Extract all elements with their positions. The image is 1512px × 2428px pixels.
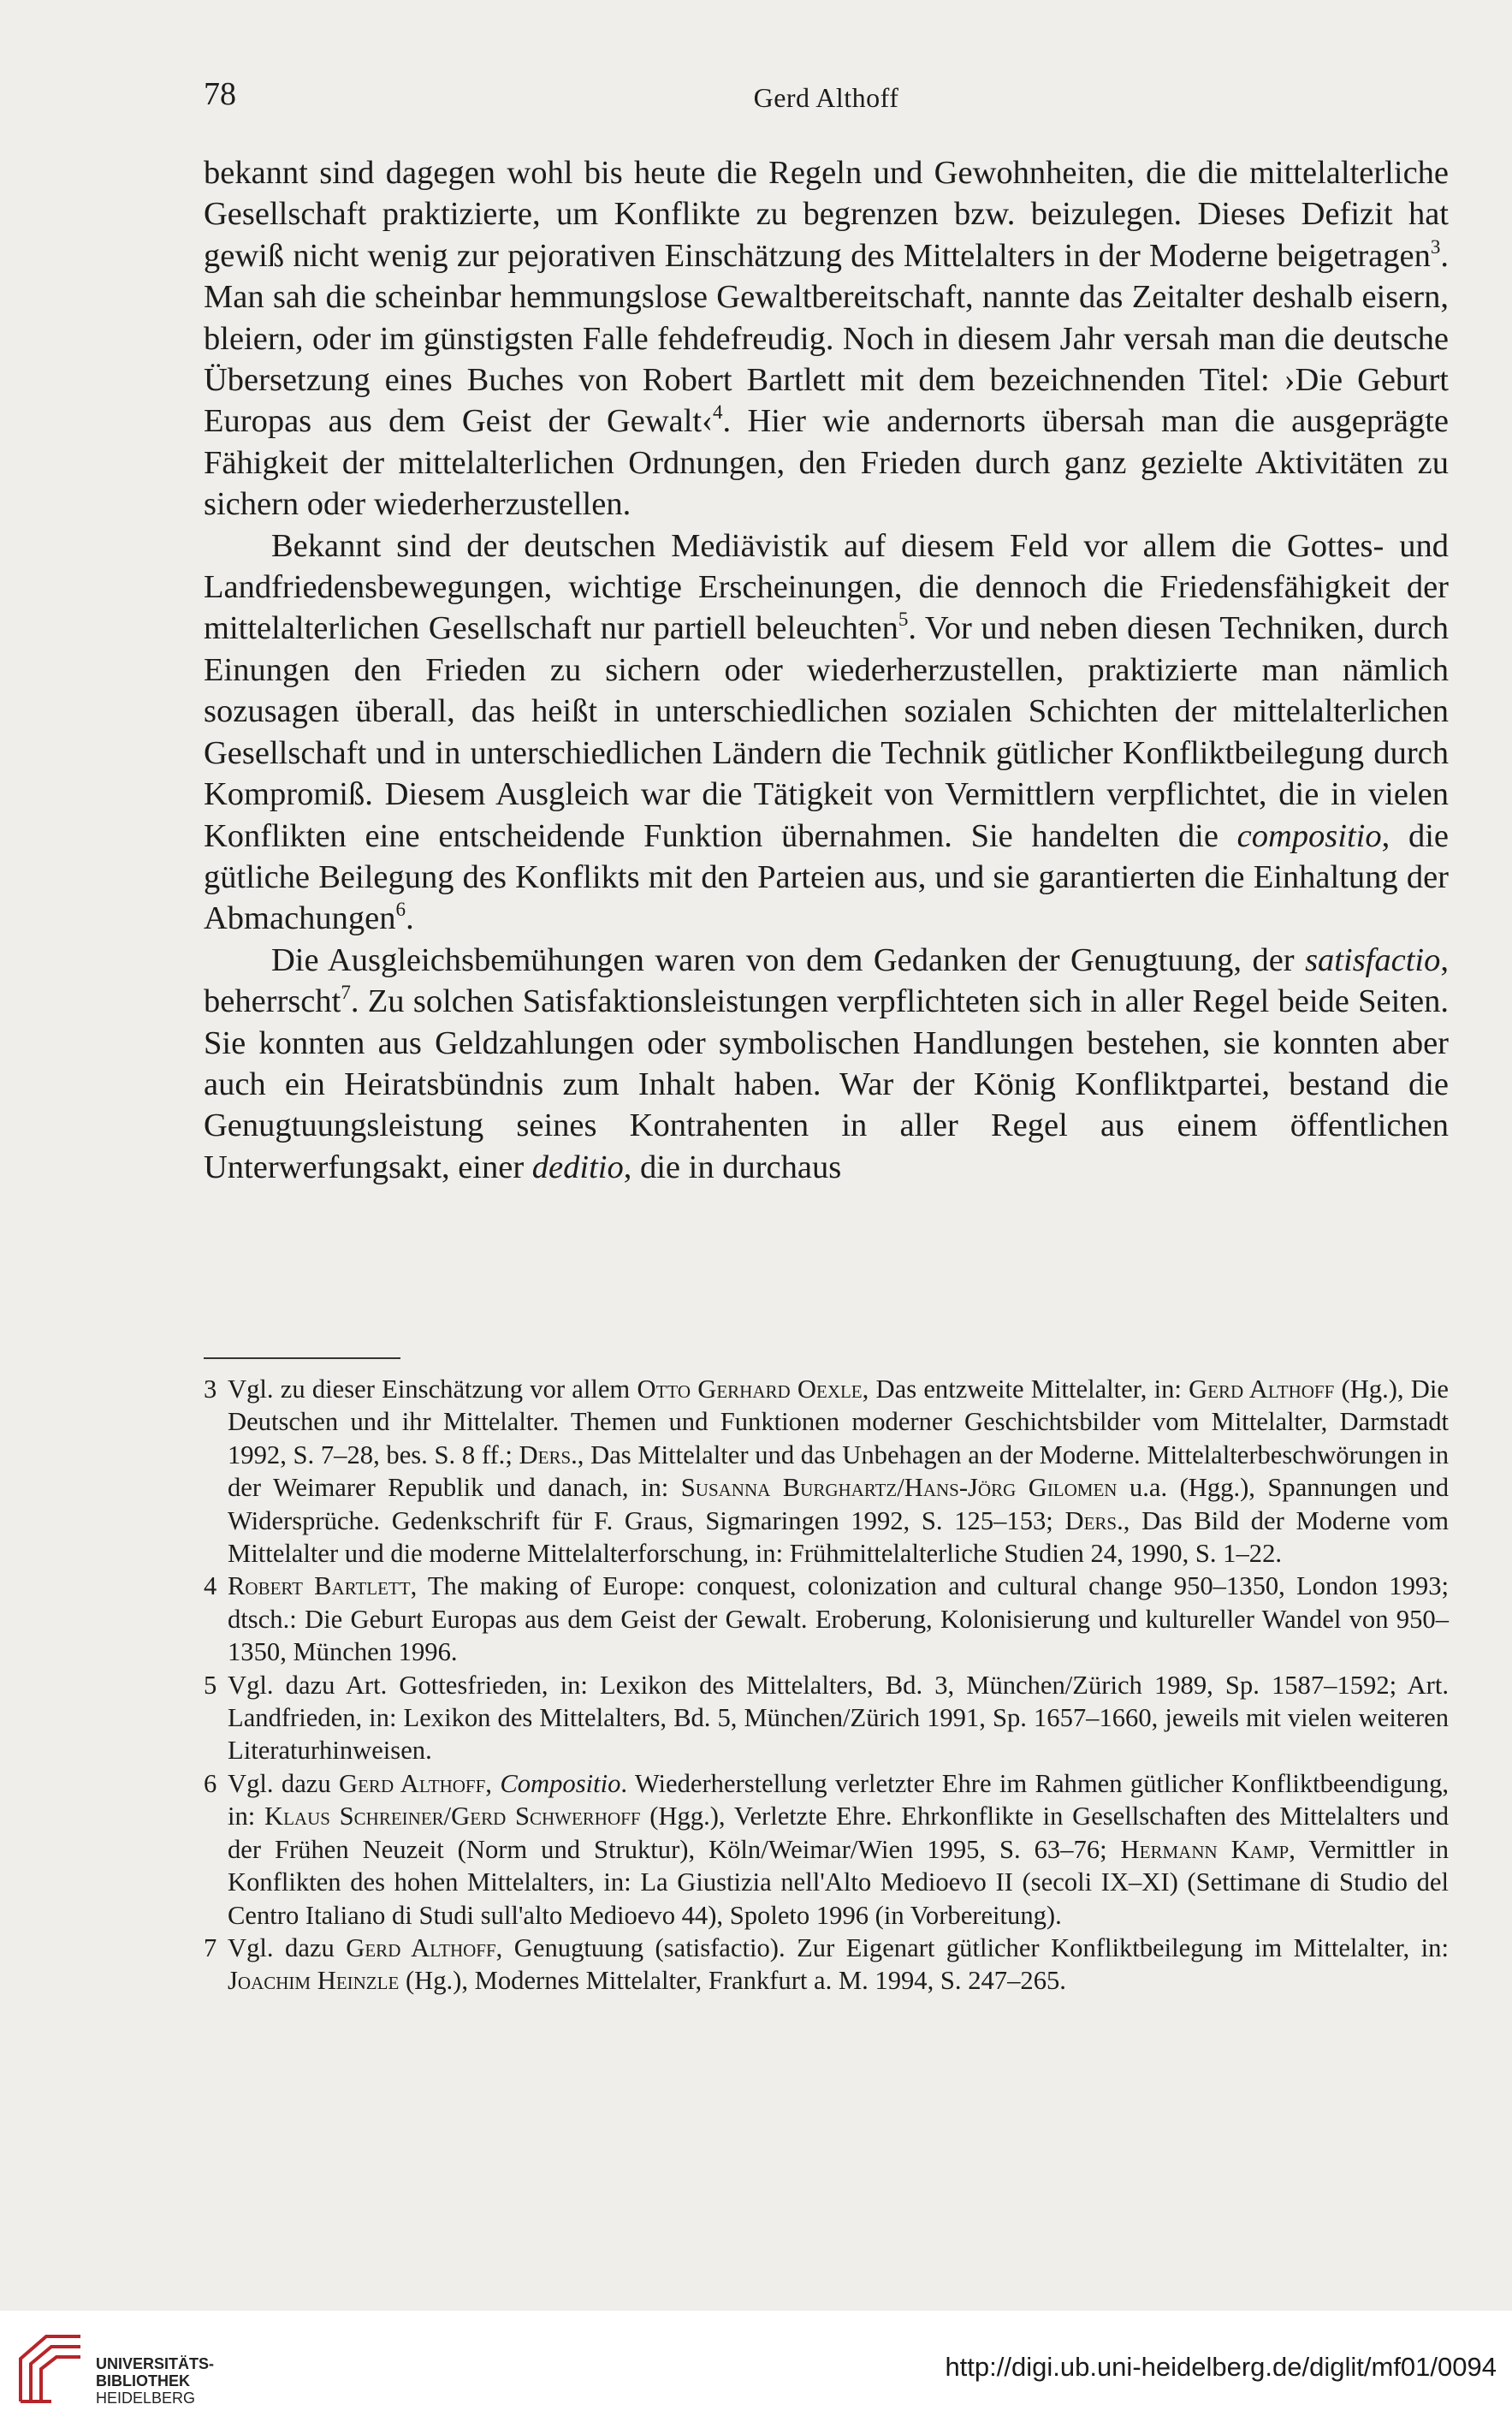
text-run: , The making of Europe: conquest, colonization and cultural change 950–1350, London 1993; dtsch.: Die Geburt Europas aus dem Geist der Gewalt. Eroberung, Kolonisierung und kultureller Wandel von 950–1350, München 1996. [228,1571,1449,1667]
italic-title: Compositio [500,1768,621,1798]
text-run: , Genugtuung (satisfactio). Zur Eigenart gütlicher Konfliktbeilegung im Mittelalter, in: [495,1932,1449,1962]
text-run: . Vor und neben diesen Techniken, durch Einungen den Frieden zu sichern oder wiederherzustellen, praktizierte man nämlich sozusagen überall, das heißt in unterschiedlichen sozialen Schichten der mittelalterlichen Gesellschaft und in unterschiedlichen Ländern die Technik gütlicher Konfliktbeilegung durch Kompromiß. Diesem Ausgleich war die Tätigkeit von Vermittlern verpflichtet, die in vielen Konflikten eine entscheidende Funktion übernahmen. Sie handelten die [204,610,1449,854]
footnote-number: 7 [204,1932,217,1962]
author-name: Gerd Althoff [346,1932,496,1962]
running-head: Gerd Althoff [753,82,899,113]
text-run: bekannt sind dagegen wohl bis heute die Regeln und Gewohnheiten, die die mittelalterliche Gesellschaft praktizierte, um Konflikte zu begrenzen bzw. beizulegen. Dieses Defizit hat gewiß nicht wenig zur pejorativen Einschätzung des Mittelalters in der Moderne beigetragen [204,155,1449,274]
text-run: . Zu solchen Satisfaktionsleistungen verpflichteten sich in aller Regel beide Seiten. Sie konnten aus Geldzahlungen oder symbolischen Handlungen bestehen, sie konnten aber auch ein Heiratsbündnis zum Inhalt haben. War der König Konfliktpartei, bestand die Genugtuungsleistung seines Kontrahenten in aller Regel aus einem öffentlichen Unterwerfungsakt, einer [204,983,1449,1185]
author-name: Ders. [1064,1505,1124,1535]
permalink-url[interactable]: http://digi.ub.uni-heidelberg.de/diglit/mf01/0094 [945,2352,1497,2382]
footnote-4 [204,1570,1449,1668]
author-name: Hermann Kamp [1120,1834,1290,1864]
text-run: , beherrscht [204,941,1449,1020]
logo-line: BIBLIOTHEK [96,2372,190,2389]
text-run: , Das entzweite Mittelalter, in: [862,1374,1189,1404]
text-run: , Das Bild der Moderne vom Mittelalter und die moderne Mittelalterforschung, in: Frühmittelalterliche Studien 24, 1990, S. 1–22. [228,1505,1449,1569]
library-logo-icon [12,2324,89,2410]
text-run: Vgl. zu dieser Einschätzung vor allem [228,1374,637,1404]
author-name: Joachim Heinzle [228,1966,400,1996]
author-name: Gerd Althoff [1189,1374,1335,1404]
italic-term: deditio [531,1149,624,1185]
text-run: , Vermittler in Konflikten des hohen Mittelalters, in: La Giustizia nell'Alto Medioevo II (secoli IX–XI) (Settimane di Studio del Centro Italiano di Studi sull'alto Medioevo 44), Spoleto 1996 (in Vorbereitung). [228,1834,1449,1930]
footnote-number: 4 [204,1571,217,1601]
italic-term: satisfactio [1305,941,1441,978]
footnote-number: 3 [204,1374,217,1404]
text-run: . Wiederherstellung verletzter Ehre im Rahmen gütlicher Konfliktbeendigung, in: [228,1768,1450,1831]
footnote-7 [204,1932,1449,1998]
footnote-5 [204,1669,1449,1767]
author-name: Robert Bartlett [228,1571,411,1601]
main-text [204,152,1449,1188]
library-name [96,2355,214,2407]
author-name: Otto Gerhard Oexle [637,1374,863,1404]
page-number: 78 [204,76,236,112]
text-run: Die Ausgleichsbemühungen waren von dem Gedanken der Genugtuung, der [271,941,1306,978]
library-footer-bar [0,2311,1512,2428]
text-run: (Hg.), Modernes Mittelalter, Frankfurt a. M. 1994, S. 247–265. [399,1966,1066,1996]
footnotes [204,1373,1449,1998]
author-name: Ders. [519,1440,578,1469]
paragraph-2 [204,525,1449,940]
author-name: Klaus Schreiner/Gerd Schwerhoff [264,1802,641,1831]
footnote-number: 5 [204,1670,217,1700]
text-run: , die gütliche Beilegung des Konflikts mit den Parteien aus, und sie garantierten die Einhaltung der Abmachungen [204,817,1449,937]
footnote-divider [204,1357,400,1359]
paragraph-1 [204,152,1449,525]
footnote-ref-7: 7 [341,981,351,1004]
heidelberg-library-logo[interactable] [12,2324,215,2410]
text-run: (Hg.), Die Deutschen und ihr Mittelalter. Themen und Funktionen moderner Geschichtsbilder vom Mittelalter, Darmstadt 1992, S. 7–28, bes. S. 8 ff.; [228,1374,1449,1469]
text-run: u.a. (Hgg.), Spannungen und Widersprüche. Gedenkschrift für F. Graus, Sigmaringen 1992, S. 125–153; [228,1473,1449,1535]
footnote-6 [204,1767,1449,1932]
footnote-ref-4: 4 [712,401,723,424]
footnote-ref-5: 5 [898,608,909,631]
text-run: (Hgg.), Verletzte Ehre. Ehrkonflikte in Gesellschaften des Mittelalters und der Frühen Neuzeit (Norm und Struktur), Köln/Weimar/Wien 1995, S. 63–76; [228,1802,1450,1864]
footnote-ref-3: 3 [1430,234,1441,258]
text-run: . [406,900,414,937]
text-run: , die in durchaus [623,1149,842,1185]
footnote-number: 6 [204,1768,217,1798]
author-name: Gerd Althoff [339,1768,486,1798]
logo-line: UNIVERSITÄTS- [96,2355,215,2372]
page-header [204,75,1449,127]
paragraph-3 [204,940,1449,1188]
text-run: Vgl. dazu [228,1768,340,1798]
footnote-3 [204,1373,1449,1570]
text-run: , Das Mittelalter und das Unbehagen an der Moderne. Mittelalterbeschwörungen in der Weimarer Republik und danach, in: [228,1440,1449,1503]
author-name: Susanna Burghartz/Hans-Jörg Gilomen [680,1473,1118,1503]
text-run: Bekannt sind der deutschen Mediävistik auf diesem Feld vor allem die Gottes- und Landfriedensbewegungen, wichtige Erscheinungen, die dennoch die Friedensfähigkeit der mittelalterlichen Gesellschaft nur partiell beleuchten [204,527,1449,647]
text-run: , [485,1768,501,1798]
footnote-ref-6: 6 [395,898,406,921]
text-run: Vgl. dazu [228,1932,347,1962]
text-run: . Man sah die scheinbar hemmungslose Gewaltbereitschaft, nannte das Zeitalter deshalb eisern, bleiern, oder im günstigsten Falle fehdefreudig. Noch in diesem Jahr versah man die deutsche Übersetzung eines Buches von Robert Bartlett mit dem bezeichnenden Titel: ›Die Geburt Europas aus dem Geist der Gewalt‹ [204,237,1449,440]
text-run: Vgl. dazu Art. Gottesfrieden, in: Lexikon des Mittelalters, Bd. 3, München/Zürich 1989, Sp. 1587–1592; Art. Landfrieden, in: Lexikon des Mittelalters, Bd. 5, München/Zürich 1991, Sp. 1657–1660, jeweils mit vielen weiteren Literaturhinweisen. [228,1670,1449,1766]
italic-term: compositio [1236,817,1382,854]
logo-line: HEIDELBERG [96,2389,196,2407]
text-run: . Hier wie andernorts übersah man die ausgeprägte Fähigkeit der mittelalterlichen Ordnungen, den Frieden durch ganz gezielte Aktivitäten zu sichern oder wiederherzustellen. [204,403,1449,523]
